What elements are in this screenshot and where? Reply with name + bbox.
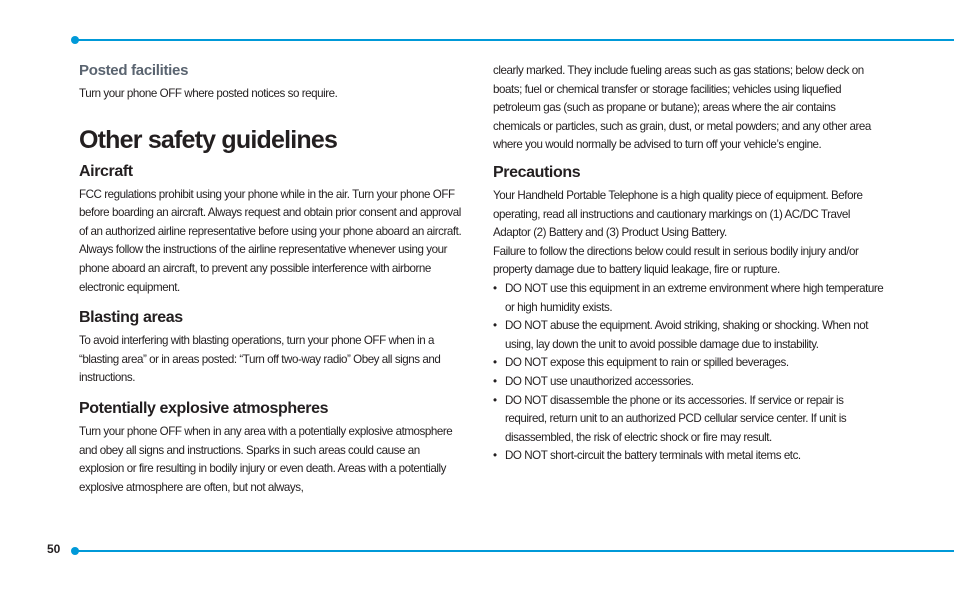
posted-facilities-text: Turn your phone OFF where posted notices so require. bbox=[79, 87, 338, 100]
aircraft-heading: Aircraft bbox=[79, 162, 133, 180]
aircraft-paragraph-2: Always follow the instructions of the airline representative whenever using your phone aboard an aircraft, to prevent any possible interference with airborne electronic equipment. bbox=[79, 243, 448, 294]
list-item: • DO NOT disassemble the phone or its accessories. If service or repair is required, return unit to an authorized PCD cellular service center. If unit is disassembled, the risk of electric shock or fire may result. bbox=[493, 392, 885, 448]
explosive-paragraph: Turn your phone OFF when in any area with a potentially explosive atmosphere and obey all signs and instructions. Sparks in such areas could cause an explosion or fire resulting in bodily injury or even death. Areas with a potentially explosive atmosphere are often, but not always, bbox=[79, 424, 453, 494]
aircraft-paragraph-1: FCC regulations prohibit using your phone while in the air. Turn your phone OFF before boarding an aircraft. Always request and obtain prior consent and approval of an authorized airline representative before using your phone aboard an aircraft. bbox=[79, 187, 462, 238]
precautions-heading: Precautions bbox=[493, 163, 581, 181]
precautions-paragraph-1: Your Handheld Portable Telephone is a high quality piece of equipment. Before operating, read all instructions and cautionary markings on (1) AC/DC Travel Adaptor (2) Battery and (3) Product Using Battery. bbox=[493, 188, 863, 240]
left-column bbox=[79, 62, 467, 497]
explosive-heading: Potentially explosive atmospheres bbox=[79, 399, 329, 417]
list-item: • DO NOT use unauthorized accessories. bbox=[493, 373, 885, 392]
bottom-rule bbox=[75, 550, 954, 552]
list-item: • DO NOT use this equipment in an extreme environment where high temperature or high humidity exists. bbox=[493, 280, 885, 317]
page-number: 50 bbox=[47, 542, 61, 556]
blasting-paragraph: To avoid interfering with blasting operations, turn your phone OFF when in a “blasting area” or in areas posted: “Turn off two-way radio” Obey all signs and instructions. bbox=[79, 334, 441, 385]
top-rule bbox=[75, 39, 954, 41]
list-item: • DO NOT abuse the equipment. Avoid striking, shaking or shocking. When not using, lay down the unit to avoid possible damage due to instability. bbox=[493, 317, 885, 354]
blasting-heading: Blasting areas bbox=[79, 309, 183, 327]
posted-facilities-heading: Posted facilities bbox=[79, 62, 189, 79]
precautions-list bbox=[493, 280, 885, 466]
section-title: Other safety guidelines bbox=[79, 125, 338, 154]
explosive-continued-paragraph: clearly marked. They include fueling areas such as gas stations; below deck on boats; fuel or chemical transfer or storage facilities; vehicles using liquefied petroleum gas (such as propane or butane); areas where the air contains chemicals or particles, such as grain, dust, or metal powders; and any other area where you would normally be advised to turn off your vehicle’s engine. bbox=[493, 64, 871, 152]
precautions-paragraph-2: Failure to follow the directions below could result in serious bodily injury and/or property damage due to battery liquid leakage, fire or rupture. bbox=[493, 244, 859, 277]
right-column bbox=[493, 62, 885, 466]
list-item: • DO NOT expose this equipment to rain or spilled beverages. bbox=[493, 354, 885, 373]
list-item: • DO NOT short-circuit the battery terminals with metal items etc. bbox=[493, 447, 885, 466]
